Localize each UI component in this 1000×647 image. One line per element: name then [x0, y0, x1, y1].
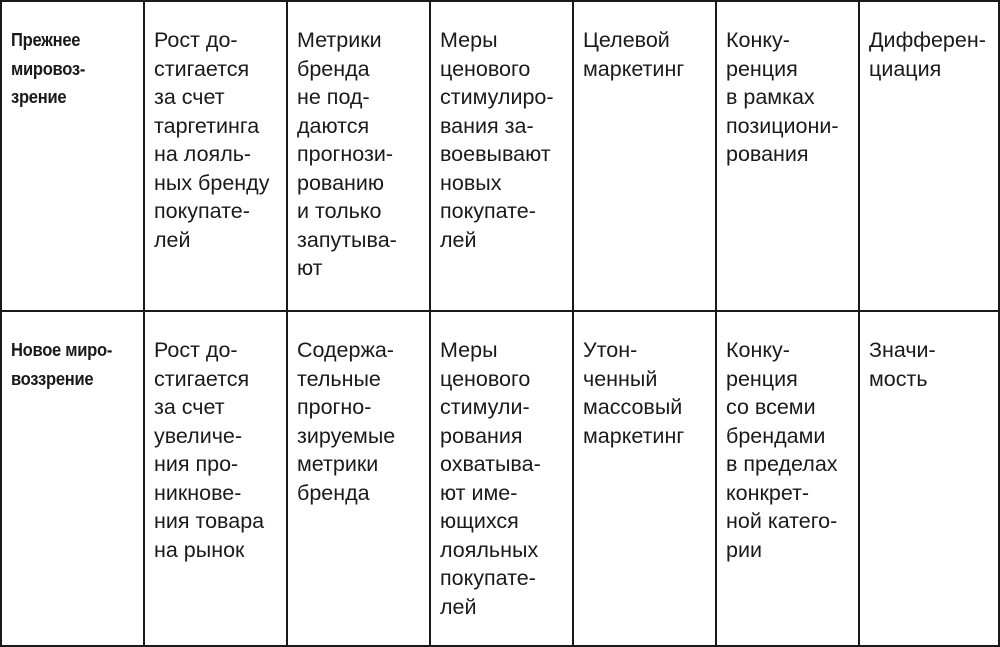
cell-line: ценового — [440, 366, 531, 391]
table-cell-old-price-promo — [431, 2, 574, 312]
table-cell-old-marketing — [574, 2, 717, 312]
cell-line: позициони- — [726, 113, 839, 138]
cell-line: Содержа- — [297, 338, 394, 362]
cell-line: брендами — [726, 423, 826, 448]
cell-line: Меры — [440, 338, 498, 362]
cell-line: ют име- — [440, 480, 518, 505]
table-cell-new-growth — [145, 312, 288, 645]
table-cell-old-differentiation — [860, 2, 1000, 312]
cell-line: ренция — [726, 56, 798, 81]
cell-line: за счет — [154, 395, 225, 419]
cell-line: рования — [726, 142, 809, 166]
cell-line: не под- — [297, 85, 370, 109]
table-cell-old-metrics — [288, 2, 431, 312]
cell-line: рии — [726, 537, 762, 562]
header-line: мировоз- — [11, 58, 86, 79]
cell-line: лей — [440, 227, 477, 252]
cell-line: Рост до- — [154, 338, 238, 362]
header-line: Новое миро- — [11, 340, 113, 360]
header-line: зрение — [11, 87, 67, 107]
cell-line: ренция — [726, 366, 798, 391]
cell-line: ченный — [583, 366, 658, 391]
table-cell-old-growth — [145, 2, 288, 312]
header-line: воззрение — [11, 368, 94, 389]
cell-line: зируемые — [297, 423, 396, 448]
cell-line: лей — [154, 227, 191, 252]
cell-line: стигается — [154, 366, 250, 391]
cell-line: стимули- — [440, 395, 530, 419]
cell-line: в пределах — [726, 452, 838, 476]
cell-line: ных бренду — [154, 170, 270, 195]
cell-line: мость — [869, 366, 928, 391]
cell-line: таргетинга — [154, 113, 260, 138]
table-cell-old-competition — [717, 2, 860, 312]
cell-line: рования — [440, 423, 523, 448]
cell-line: запутыва- — [297, 227, 397, 252]
cell-line: новых — [440, 170, 502, 195]
cell-line: метрики — [297, 452, 379, 476]
cell-line: охватыва- — [440, 452, 541, 476]
cell-line: конкрет- — [726, 480, 810, 505]
cell-line: ценового — [440, 56, 531, 81]
cell-line: Рост до- — [154, 28, 238, 52]
cell-line: вания за- — [440, 113, 534, 138]
cell-line: за счет — [154, 85, 225, 109]
table-cell-new-price-promo — [431, 312, 574, 645]
cell-line: на лояль- — [154, 142, 252, 166]
cell-line: рованию — [297, 170, 385, 195]
cell-line: в рамках — [726, 85, 815, 109]
cell-line: ния товара — [154, 509, 265, 533]
cell-line: Конку- — [726, 28, 790, 52]
cell-line: прогнози- — [297, 142, 394, 166]
cell-line: Значи- — [869, 338, 936, 362]
cell-line: Меры — [440, 28, 498, 52]
table-cell-new-competition — [717, 312, 860, 645]
cell-line: ной катего- — [726, 509, 838, 533]
cell-line: стигается — [154, 56, 250, 81]
cell-line: Целевой — [583, 28, 670, 52]
cell-line: Конку- — [726, 338, 790, 362]
cell-line: покупате- — [154, 199, 250, 223]
table-cell-new-marketing — [574, 312, 717, 645]
cell-line: Дифферен- — [869, 28, 986, 52]
cell-line: лояльных — [440, 537, 539, 562]
cell-line: ют — [297, 256, 323, 280]
cell-line: маркетинг — [583, 56, 685, 81]
table-cell-new-significance — [860, 312, 1000, 645]
cell-line: покупате- — [440, 566, 536, 590]
cell-line: бренда — [297, 56, 370, 81]
cell-line: со всеми — [726, 395, 816, 419]
cell-line: бренда — [297, 480, 370, 505]
header-line: Прежнее — [11, 30, 81, 50]
cell-line: на рынок — [154, 537, 245, 562]
cell-line: и только — [297, 199, 382, 223]
cell-line: прогно- — [297, 395, 372, 419]
cell-line: тельные — [297, 366, 381, 391]
cell-line: лей — [440, 594, 477, 619]
cell-line: Утон- — [583, 338, 638, 362]
row-header-new-worldview — [2, 312, 145, 645]
cell-line: Метрики — [297, 28, 382, 52]
cell-line: покупате- — [440, 199, 536, 223]
table-cell-new-metrics — [288, 312, 431, 645]
cell-line: массовый — [583, 395, 683, 419]
cell-line: стимулиро- — [440, 85, 554, 109]
cell-line: маркетинг — [583, 423, 685, 448]
cell-line: циация — [869, 56, 942, 81]
cell-line: воевывают — [440, 142, 551, 166]
row-header-old-worldview — [2, 2, 145, 312]
cell-line: никнове- — [154, 480, 242, 505]
cell-line: ния про- — [154, 452, 239, 476]
cell-line: ющихся — [440, 509, 519, 533]
cell-line: даются — [297, 113, 370, 138]
cell-line: увеличе- — [154, 423, 243, 448]
